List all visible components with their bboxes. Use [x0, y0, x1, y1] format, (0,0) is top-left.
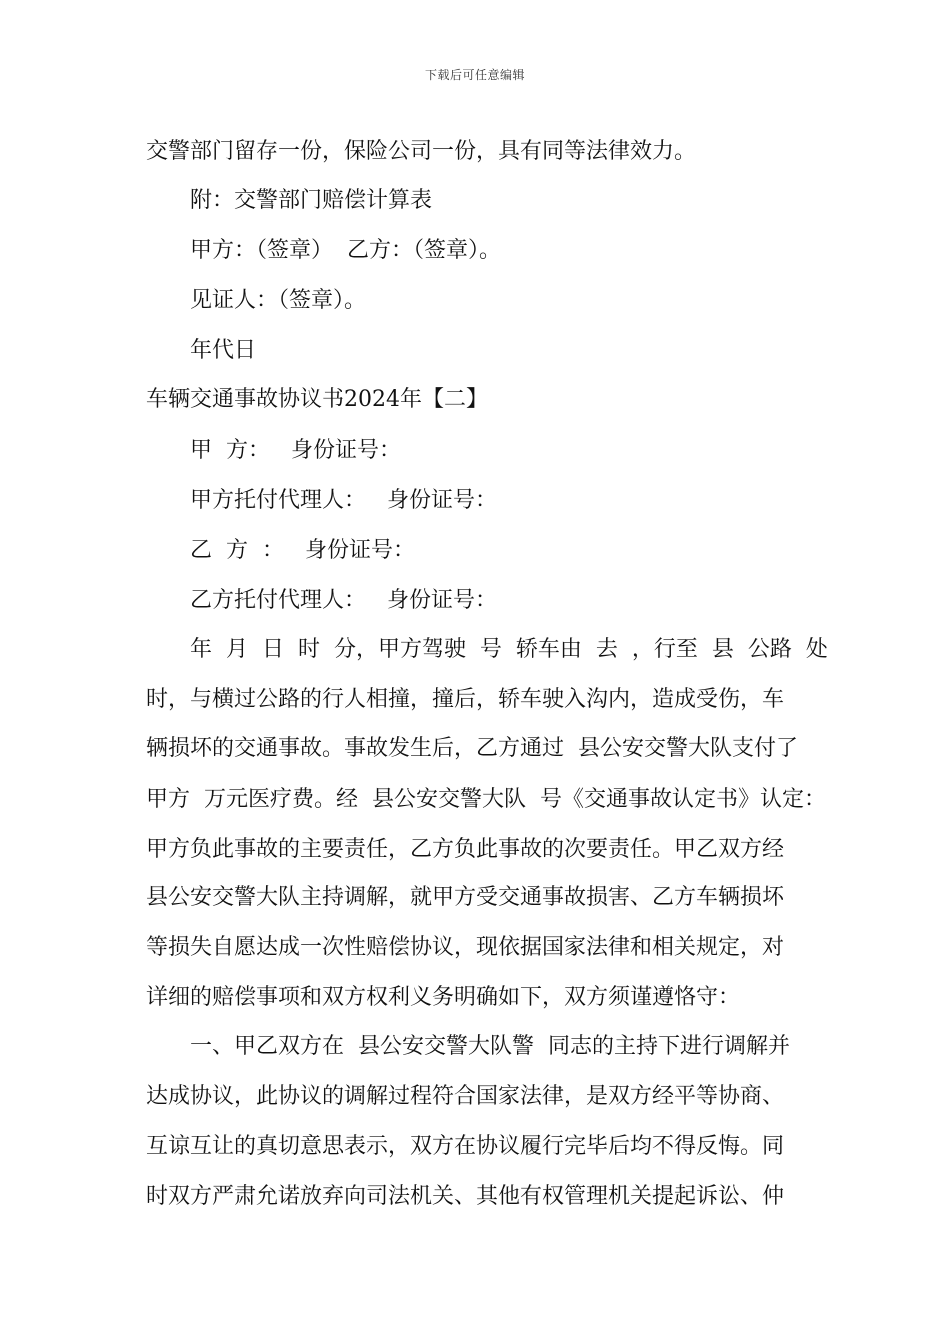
paragraph-line: 时双方严肃允诺放弃向司法机关、其他有权管理机关提起诉讼、仲	[146, 1184, 785, 1209]
party-b-line: 乙 方 ： 身份证号：	[190, 538, 415, 563]
paragraph-line: 等损失自愿达成一次性赔偿协议，现依据国家法律和相关规定，对	[146, 935, 785, 960]
section-title: 车辆交通事故协议书2024年【二】	[146, 387, 488, 412]
party-b-agent-line: 乙方托付代理人： 身份证号：	[190, 588, 497, 613]
paragraph-line: 达成协议，此协议的调解过程符合国家法律，是双方经平等协商、	[146, 1084, 785, 1109]
paragraph-line: 时，与横过公路的行人相撞，撞后，轿车驶入沟内，造成受伤，车	[146, 687, 785, 712]
paragraph-line: 甲方负此事故的主要责任，乙方负此事故的次要责任。甲乙双方经	[146, 837, 785, 862]
paragraph-line: 辆损坏的交通事故。事故发生后，乙方通过 县公安交警大队支付了	[146, 736, 798, 761]
paragraph-line: 一、甲乙双方在 县公安交警大队警 同志的主持下进行调解并	[190, 1034, 790, 1059]
page-header: 下载后可任意编辑	[424, 68, 525, 82]
party-a-agent-line: 甲方托付代理人： 身份证号：	[190, 488, 497, 513]
party-a-line: 甲 方： 身份证号：	[190, 438, 401, 463]
paragraph-line: 甲方 万元医疗费。经 县公安交警大队 号《交通事故认定书》认定：	[146, 787, 826, 812]
paragraph-line: 详细的赔偿事项和双方权利义务明确如下，双方须谨遵恪守：	[146, 985, 741, 1010]
attachment-line: 附：交警部门赔偿计算表	[190, 188, 433, 213]
paragraph-line: 互谅互让的真切意思表示，双方在协议履行完毕后均不得反悔。同	[146, 1134, 785, 1159]
paragraph-line: 县公安交警大队主持调解，就甲方受交通事故损害、乙方车辆损坏	[146, 885, 785, 910]
paragraph-line: 交警部门留存一份，保险公司一份，具有同等法律效力。	[146, 139, 697, 164]
signature-line: 甲方：（签章） 乙方：（签章）。	[190, 238, 501, 263]
witness-line: 见证人：（签章）。	[190, 288, 367, 313]
paragraph-line: 年 月 日 时 分，甲方驾驶 号 轿车由 去 ，行至 县 公路 处	[190, 637, 828, 662]
date-line: 年代日	[190, 338, 257, 363]
